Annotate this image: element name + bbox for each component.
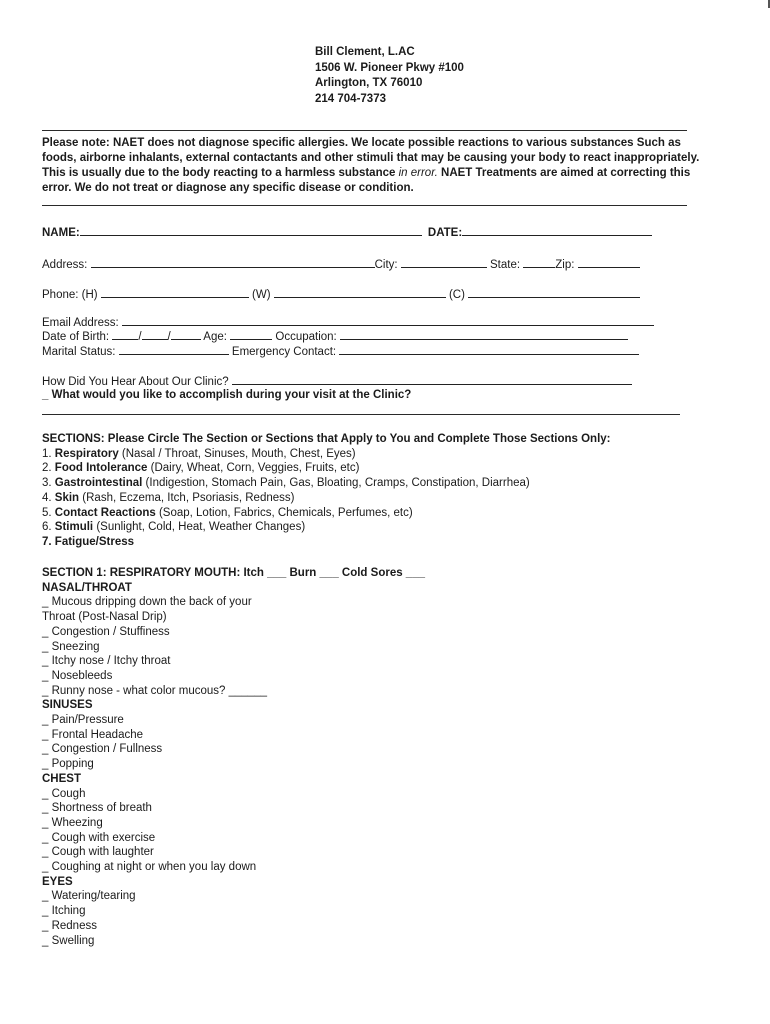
section-item-food[interactable]: 2. Food Intolerance (Dairy, Wheat, Corn, Veggies, Fruits, etc)	[42, 462, 360, 475]
chest-item[interactable]: _ Cough with exercise	[42, 831, 156, 844]
hear-label: How Did You Hear About Our Clinic?	[42, 376, 229, 388]
clinic-header	[315, 45, 464, 107]
chest-heading: CHEST	[42, 772, 81, 785]
divider-top	[42, 130, 687, 131]
address-field[interactable]	[91, 256, 375, 268]
phone-row	[42, 286, 640, 303]
home-phone-label: Phone: (H)	[42, 289, 98, 301]
name-field[interactable]	[80, 224, 422, 236]
dob-year-field[interactable]	[171, 328, 201, 340]
address-row	[42, 256, 640, 273]
section-item-contact[interactable]: 5. Contact Reactions (Soap, Lotion, Fabrics, Chemicals, Perfumes, etc)	[42, 506, 413, 519]
nasal-item[interactable]: _ Nosebleeds	[42, 669, 113, 682]
work-phone-field[interactable]	[274, 286, 446, 298]
sinuses-heading: SINUSES	[42, 699, 93, 712]
date-field[interactable]	[462, 224, 652, 236]
marital-field[interactable]	[119, 343, 229, 355]
accomplish-line[interactable]	[42, 414, 680, 415]
emergency-label: Emergency Contact:	[231, 346, 337, 358]
chest-item[interactable]: _ Cough with laughter	[42, 846, 154, 859]
date-label: DATE:	[427, 227, 463, 239]
clinic-street: 1506 W. Pioneer Pkwy #100	[315, 61, 464, 74]
name-row	[42, 224, 652, 241]
city-field[interactable]	[401, 256, 487, 268]
section-item-skin[interactable]: 4. Skin (Rash, Eczema, Itch, Psoriasis, Redness)	[42, 491, 295, 504]
cell-phone-field[interactable]	[468, 286, 640, 298]
chest-item[interactable]: _ Cough	[42, 787, 86, 800]
age-label: Age:	[203, 331, 227, 343]
sinuses-item[interactable]: _ Popping	[42, 758, 94, 771]
email-field[interactable]	[122, 314, 654, 326]
accomplish-row	[42, 388, 411, 403]
clinic-name: Bill Clement, L.AC	[315, 46, 415, 58]
cell-phone-label: (C)	[448, 289, 465, 301]
nasal-item[interactable]: _ Itchy nose / Itchy throat	[42, 655, 171, 668]
nasal-item[interactable]: _ Mucous dripping down the back of your	[42, 596, 252, 609]
nasal-heading: NASAL/THROAT	[42, 581, 132, 594]
name-label: NAME:	[42, 227, 80, 239]
zip-label: Zip:	[555, 259, 575, 271]
dob-row: Date of Birth: / / Age: Occupation:	[42, 328, 628, 345]
hear-field[interactable]	[232, 373, 632, 385]
note-italic: in error.	[398, 167, 438, 179]
note-text-end: NAET Treatments are aimed at correcting this error. We do not treat or diagnose any specific disease or condition.	[42, 167, 691, 194]
occupation-field[interactable]	[340, 328, 628, 340]
dob-day-field[interactable]	[142, 328, 168, 340]
disclaimer-note	[42, 136, 702, 196]
chest-item[interactable]: _ Shortness of breath	[42, 802, 152, 815]
nasal-item: Throat (Post-Nasal Drip)	[42, 611, 167, 624]
sinuses-item[interactable]: _ Congestion / Fullness	[42, 743, 163, 756]
eyes-heading: EYES	[42, 875, 73, 888]
section-1-title: SECTION 1: RESPIRATORY MOUTH: Itch ___ Burn ___ Cold Sores ___	[42, 567, 425, 579]
sections-title: SECTIONS: Please Circle The Section or Sections that Apply to You and Complete Those Sections Only:	[42, 433, 611, 445]
state-field[interactable]	[523, 256, 555, 268]
nasal-item[interactable]: _ Runny nose - what color mucous? ______	[42, 684, 268, 697]
sections-list	[42, 432, 611, 550]
city-label: City:	[374, 259, 398, 271]
email-label: Email Address:	[42, 317, 119, 329]
dob-label: Date of Birth:	[42, 331, 110, 343]
nasal-item[interactable]: _ Sneezing	[42, 640, 100, 653]
nasal-item[interactable]: _ Congestion / Stuffiness	[42, 625, 170, 638]
work-phone-label: (W)	[252, 289, 271, 301]
divider-note	[42, 205, 687, 206]
occupation-label: Occupation:	[275, 331, 337, 343]
sinuses-item[interactable]: _ Frontal Headache	[42, 728, 144, 741]
section-1-respiratory	[42, 566, 425, 948]
clinic-phone: 214 704-7373	[315, 92, 386, 105]
section-item-respiratory[interactable]: 1. Respiratory (Nasal / Throat, Sinuses, Mouth, Chest, Eyes)	[42, 447, 356, 460]
emergency-field[interactable]	[339, 343, 639, 355]
section-item-fatigue[interactable]: 7. Fatigue/Stress	[42, 535, 135, 548]
zip-field[interactable]	[578, 256, 640, 268]
eyes-item[interactable]: _ Itching	[42, 905, 86, 918]
address-label: Address:	[42, 259, 88, 271]
section-item-gastrointestinal[interactable]: 3. Gastrointestinal (Indigestion, Stomach Pain, Gas, Bloating, Cramps, Constipation, Diarrhea)	[42, 477, 530, 490]
chest-item[interactable]: _ Wheezing	[42, 816, 103, 829]
section-item-stimuli[interactable]: 6. Stimuli (Sunlight, Cold, Heat, Weather Changes)	[42, 521, 306, 534]
home-phone-field[interactable]	[101, 286, 249, 298]
sinuses-item[interactable]: _ Pain/Pressure	[42, 714, 124, 727]
marital-label: Marital Status:	[42, 346, 116, 358]
eyes-item[interactable]: _ Watering/tearing	[42, 890, 136, 903]
marital-row	[42, 343, 639, 360]
eyes-item[interactable]: _ Redness	[42, 919, 97, 932]
accomplish-label: _ What would you like to accomplish during your visit at the Clinic?	[42, 389, 412, 401]
state-label: State:	[490, 259, 521, 271]
eyes-item[interactable]: _ Swelling	[42, 934, 95, 947]
chest-item[interactable]: _ Coughing at night or when you lay down	[42, 861, 257, 874]
age-field[interactable]	[230, 328, 272, 340]
dob-month-field[interactable]	[112, 328, 138, 340]
note-text: Please note: NAET does not diagnose specific allergies. We locate possible reactions to various substances Such as foods, airborne inhalants, external contactants and other stimuli that may be causing your body to react inappropriately. This is usually due to the body reacting to a harmless substance	[42, 137, 700, 179]
clinic-city: Arlington, TX 76010	[315, 77, 423, 89]
